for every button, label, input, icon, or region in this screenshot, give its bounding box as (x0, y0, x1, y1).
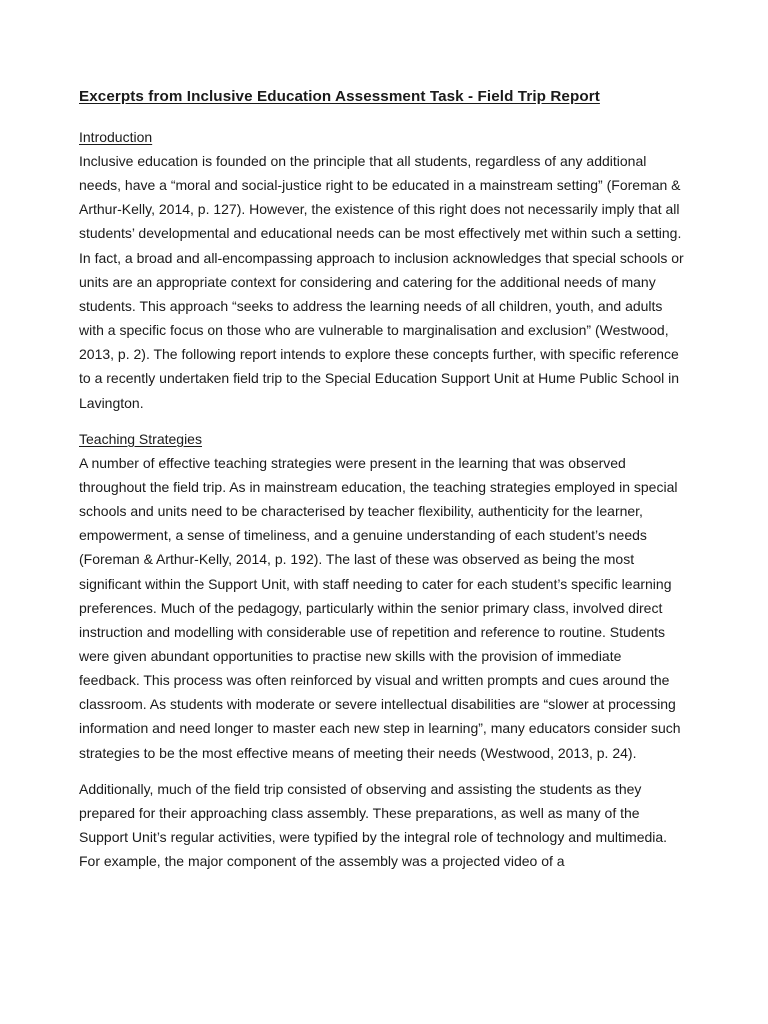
introduction-heading: Introduction (79, 129, 153, 145)
document-page (79, 86, 685, 885)
teaching-strategies-paragraph: A number of effective teaching strategies were present in the learning that was observed throughout the field trip. As in mainstream education, the teaching strategies employed in special schools and units need to be characterised by teacher flexibility, authenticity for the learner, empowerment, a sense of timeliness, and a genuine understanding of each student’s needs (Foreman & Arthur-Kelly, 2014, p. 192). The last of these was observed as being the most significant within the Support Unit, with staff needing to cater for each student’s specific learning preferences. Much of the pedagogy, particularly within the senior primary class, involved direct instruction and modelling with considerable use of repetition and reference to routine. Students were given abundant opportunities to practise new skills with the provision of immediate feedback. This process was often reinforced by visual and written prompts and cues around the classroom. As students with moderate or severe intellectual disabilities are “slower at processing information and need longer to master each new step in learning”, many educators consider such strategies to be the most effective means of meeting their needs (Westwood, 2013, p. 24). (79, 454, 681, 761)
introduction-paragraph: Inclusive education is founded on the principle that all students, regardless of any additional needs, have a “moral and social-justice right to be educated in a mainstream setting” (Foreman & Arthur-Kelly, 2014, p. 127). However, the existence of this right does not necessarily imply that all students’ developmental and educational needs can be most effectively met within such a setting. In fact, a broad and all-encompassing approach to inclusion acknowledges that special schools or units are an appropriate context for considering and catering for the additional needs of many students. This approach “seeks to address the learning needs of all children, youth, and adults with a specific focus on those who are vulnerable to marginalisation and exclusion” (Westwood, 2013, p. 2). The following report intends to explore these concepts further, with specific reference to a recently undertaken field trip to the Special Education Support Unit at Hume Public School in Lavington. (79, 153, 684, 411)
teaching-strategies-heading: Teaching Strategies (79, 430, 202, 447)
document-title: Excerpts from Inclusive Education Assessment Task - Field Trip Report (79, 88, 600, 105)
teaching-strategies-paragraph-2: Additionally, much of the field trip consisted of observing and assisting the students as they prepared for their approaching class assembly. These preparations, as well as many of the Support Unit’s regular activities, were typified by the integral role of technology and multimedia. For example, the major component of the assembly was a projected video of a (79, 780, 668, 870)
teaching-strategies-section (79, 427, 685, 874)
introduction-section (79, 125, 685, 415)
